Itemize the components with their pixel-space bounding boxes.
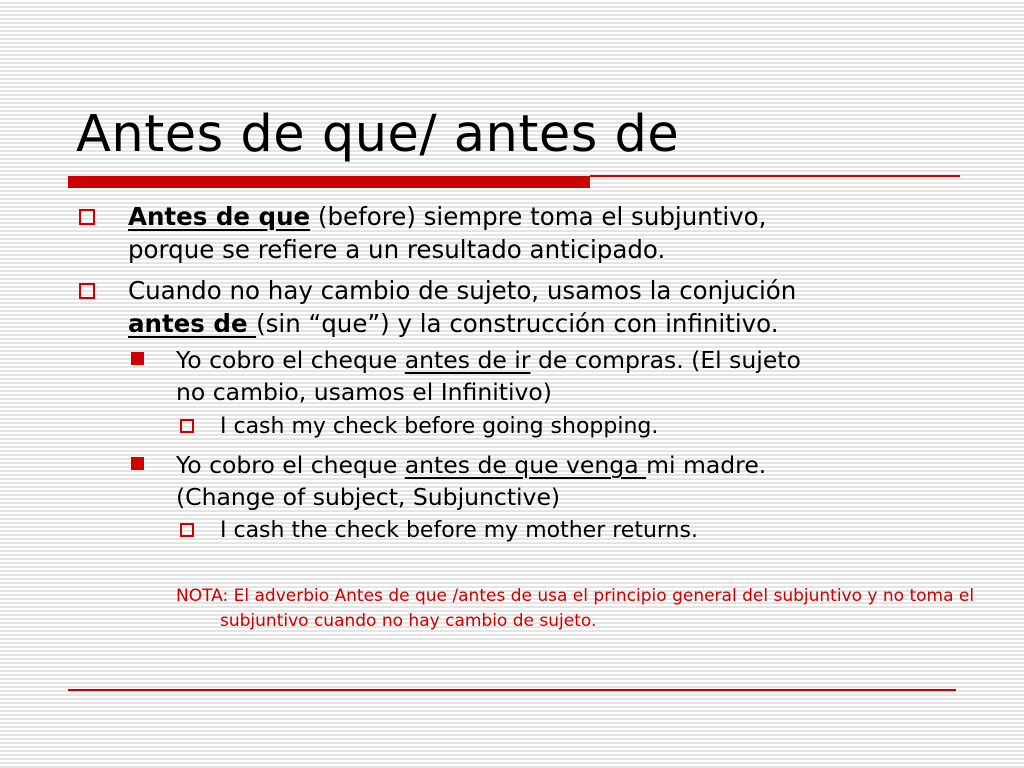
sub-bullet-text: Yo cobro el cheque (176, 451, 405, 479)
footer-divider (68, 689, 956, 691)
title-underline-line (590, 175, 960, 177)
nota-text: NOTA: El adverbio Antes de que /antes de usa el principio general del subjuntivo y no toma el subjuntivo cuando no hay cambio de sujeto. (176, 586, 975, 631)
sub-bullet-text: de compras. (El sujeto (530, 346, 801, 374)
bullet-text: Cuando no hay cambio de sujeto, usamos la conjución (128, 276, 797, 305)
title-underline-bar (68, 176, 590, 188)
sub-bullet-subjunctive-example (176, 449, 966, 513)
bullet-term: Antes de que (128, 202, 311, 231)
hollow-square-bullet-icon (79, 209, 95, 225)
sub-bullet-text: no cambio, usamos el Infinitivo) (176, 378, 552, 406)
sub-bullet-text: (Change of subject, Subjunctive) (176, 483, 561, 511)
hollow-square-bullet-icon (180, 419, 194, 433)
bullet-text: porque se refiere a un resultado anticipado. (128, 235, 666, 264)
example-translation: I cash my check before going shopping. (220, 414, 659, 439)
hollow-square-bullet-icon (79, 283, 95, 299)
hollow-square-bullet-icon (180, 523, 194, 537)
bullet-text: (before) siempre toma el subjuntivo, (310, 202, 767, 231)
sub-bullet-text: mi madre. (646, 451, 767, 479)
bullet-term: antes de (128, 309, 257, 338)
bullet-antes-de-que (128, 200, 958, 266)
example-translation: I cash the check before my mother returns. (220, 518, 698, 543)
sub-bullet-term: antes de ir (404, 346, 531, 374)
sub-bullet-text: Yo cobro el cheque (176, 346, 405, 374)
sub-bullet-term: antes de que venga (404, 451, 647, 479)
bullet-text: (sin “que”) y la construcción con infinitivo. (256, 309, 779, 338)
solid-square-bullet-icon (131, 457, 144, 470)
sub-bullet-infinitive-example (176, 344, 966, 408)
bullet-antes-de (128, 274, 958, 340)
slide-title: Antes de que/ antes de (76, 105, 680, 164)
solid-square-bullet-icon (131, 352, 144, 365)
